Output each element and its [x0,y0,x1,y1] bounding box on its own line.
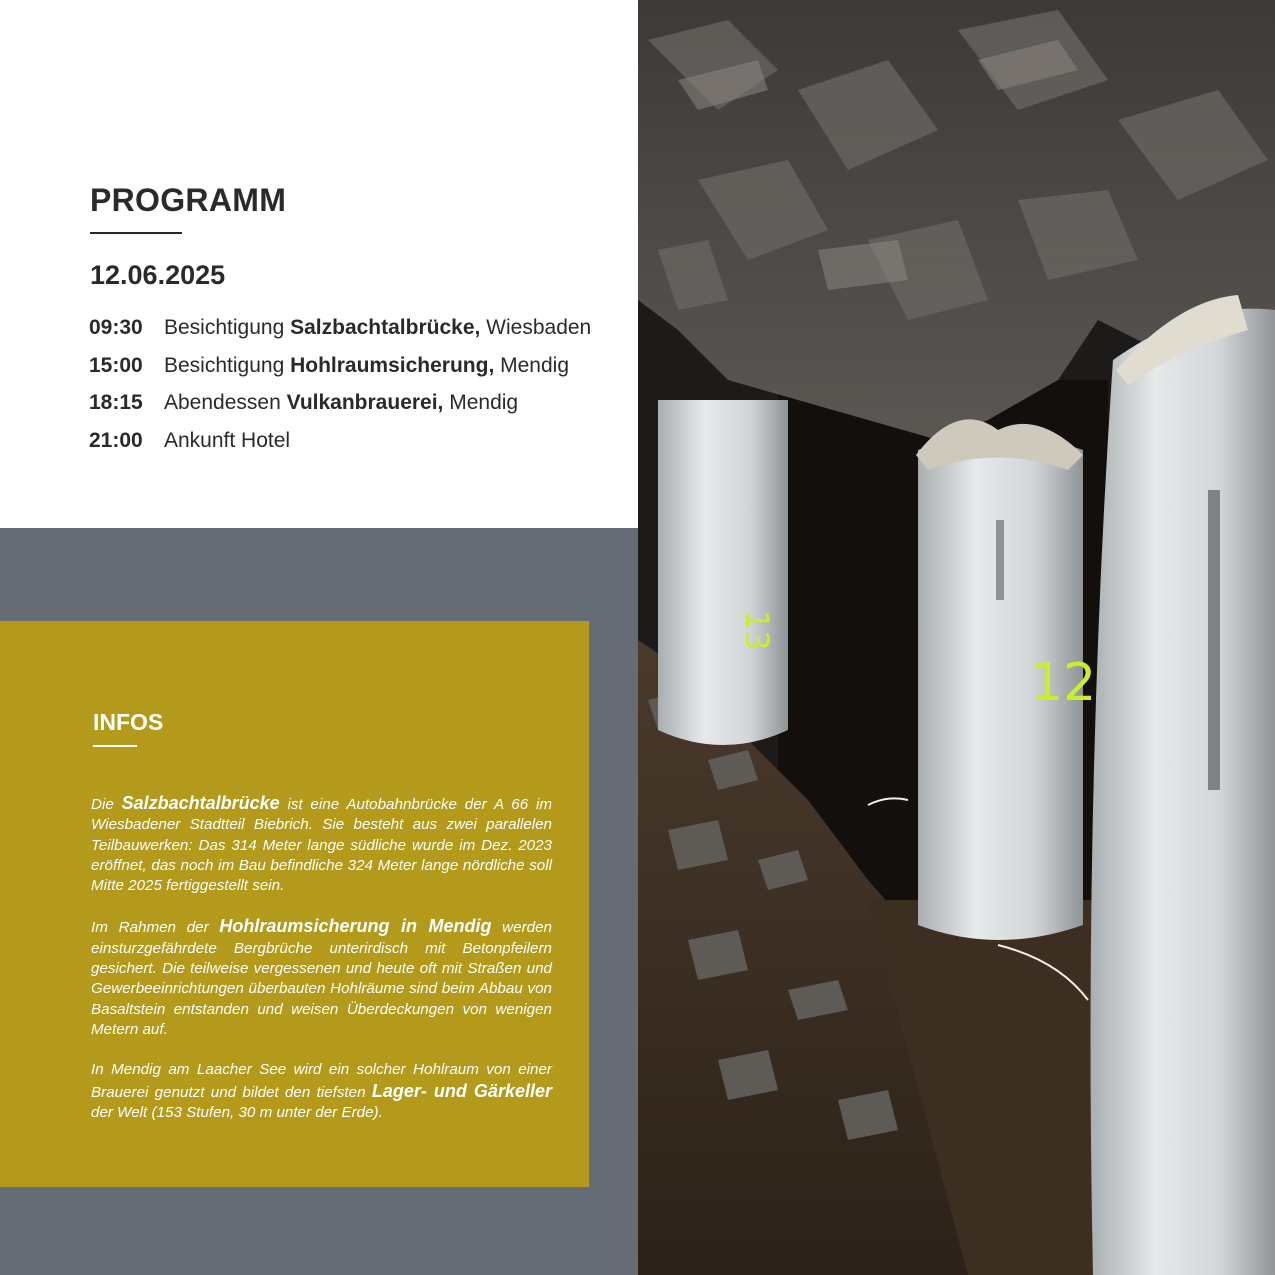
schedule-time: 18:15 [89,391,143,414]
title-underline [90,232,182,234]
schedule-activity: Ankunft Hotel [164,428,291,452]
info-highlight: Lager- und Gärkeller [371,1080,552,1101]
info-text-span: der Welt (153 Stufen, 30 m unter der Erde). [91,1103,383,1121]
info-text-span: Die [91,796,122,813]
info-title: INFOS [93,709,164,735]
info-highlight: Salzbachtalbrücke [121,793,280,813]
pillar-mark: 12 [1030,653,1097,713]
schedule-item [89,429,591,467]
pillar-mark: 13 [738,610,776,651]
schedule-place: Hohlraumsicherung, [290,353,495,377]
schedule-item [89,391,591,429]
info-highlight: Hohlraumsicherung in Mendig [219,916,492,937]
pillar-13 [658,400,788,745]
schedule-time: 09:30 [89,316,143,339]
program-date: 12.06.2025 [90,260,226,290]
info-text [91,793,552,1143]
schedule-city: Mendig [494,353,570,377]
schedule-place: Vulkanbrauerei, [286,391,444,414]
info-text-span: ist eine Autobahnbrücke der A 66 im Wiesbadener Stadtteil Biebrich. Sie besteht aus zwei parallelen Teilbauwerken: Das 314 Meter lange südliche wurde im Dez. 2023 eröffnet, das noch im Bau befindliche 324 Meter lange nördliche soll Mitte 2025 fertiggestellt sein. [91,796,553,895]
info-text-span: Im Rahmen der [91,919,220,937]
schedule-activity: Besichtigung [164,353,291,377]
info-paragraph-cavity [91,916,552,1040]
schedule-item [89,354,591,392]
info-paragraph-bridge [91,793,552,896]
cave-pillars-photo [638,0,1275,1275]
schedule-place: Salzbachtalbrücke, [290,316,481,339]
info-paragraph-brewery [91,1060,552,1123]
info-title-underline [93,745,137,747]
schedule-list [89,316,591,466]
schedule-time: 21:00 [89,428,143,452]
info-text-span: In Mendig am Laacher See wird ein solcher Hohlraum von einer Brauerei genutzt und bildet den tiefsten [91,1061,552,1101]
pillar-seam [996,520,1004,600]
program-panel [0,0,638,528]
schedule-activity: Besichtigung [164,316,291,339]
schedule-activity: Abendessen [164,391,287,414]
info-text-span: werden einsturzgefährdete Bergbrüche unterirdisch mit Betonpfeilern gesichert. Die teilweise vergessenen und heute oft mit Straßen und Gewerbeeinrichtungen überbauten Hohlräume sind beim Abbau von Basaltstein entstanden und weisen Überdeckungen von wenigen Metern auf. [91,919,552,1038]
pillar-seam [1208,490,1220,790]
cave-illustration [638,0,1275,1275]
schedule-time: 15:00 [89,353,143,377]
schedule-item [89,316,591,354]
schedule-city: Wiesbaden [480,316,592,339]
schedule-city: Mendig [443,391,519,414]
pillar-right [1091,309,1275,1275]
program-title: PROGRAMM [90,182,287,218]
